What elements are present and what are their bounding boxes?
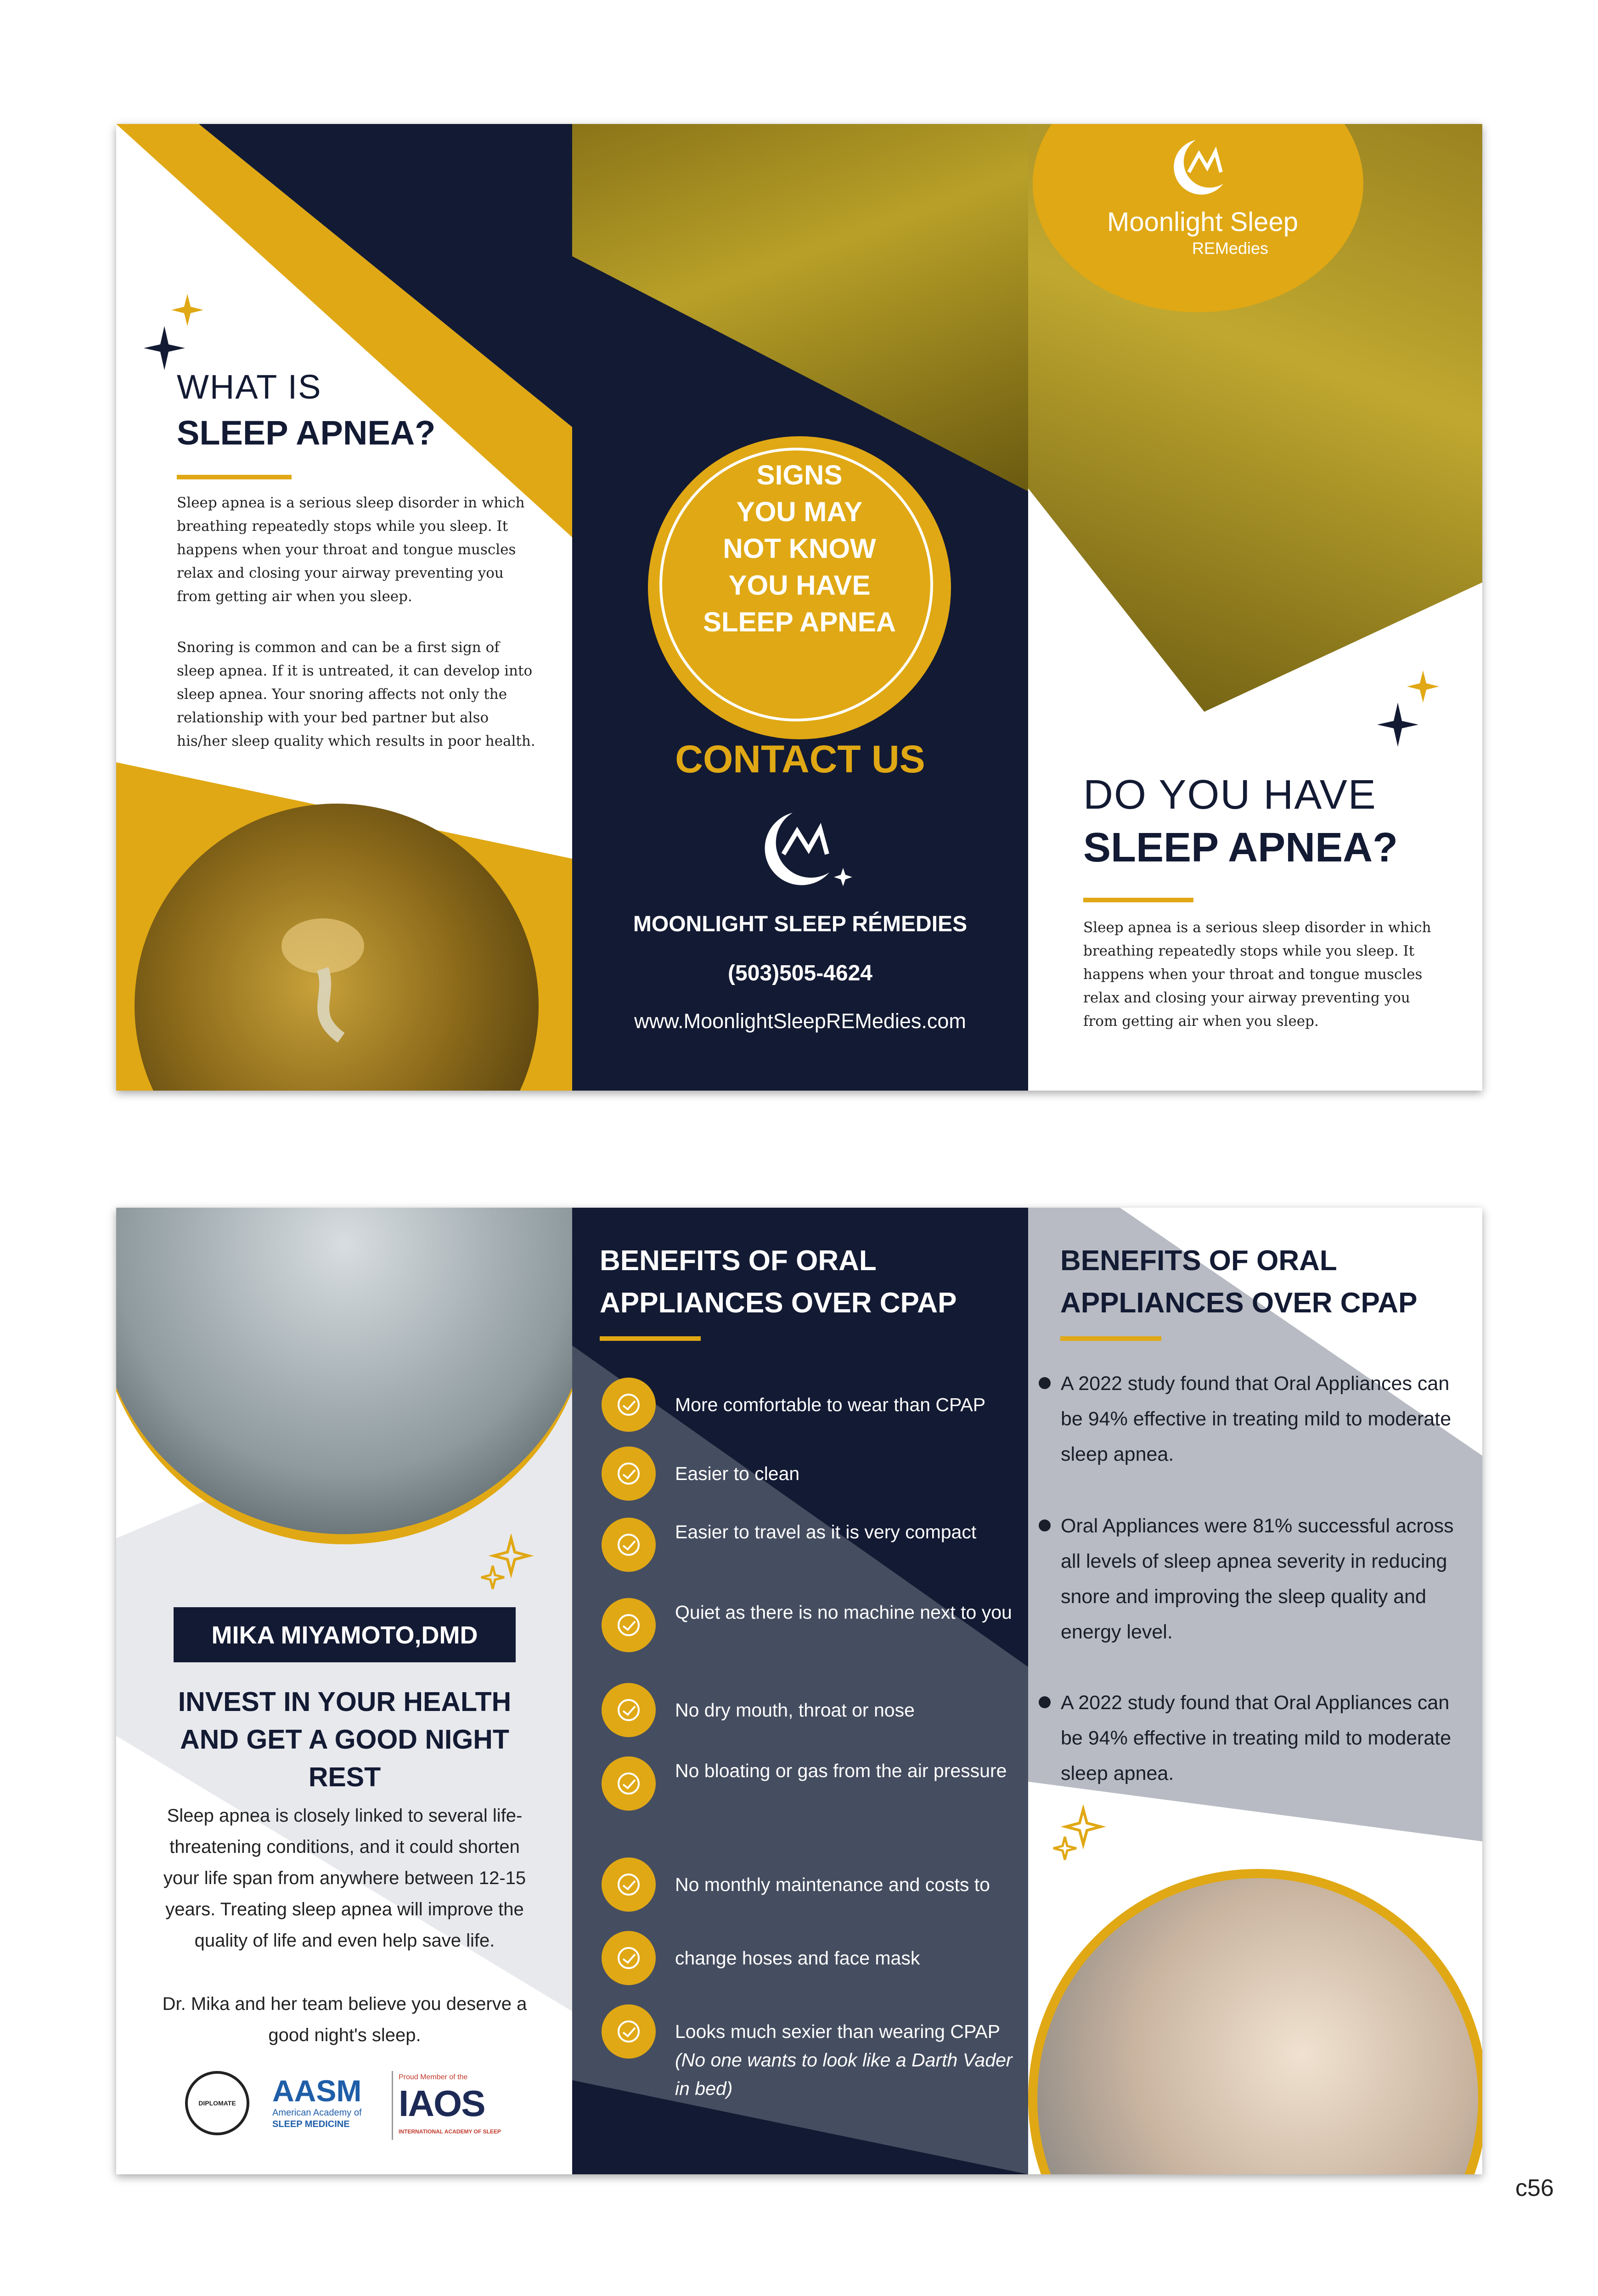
benefit-text: Easier to clean xyxy=(675,1463,800,1484)
benefit-text: No monthly maintenance and costs to xyxy=(675,1874,990,1895)
bullet-icon xyxy=(1039,1519,1051,1531)
study-text: A 2022 study found that Oral Appliances can be 94% effective in treating mild to moderate sleep apnea. xyxy=(1061,1373,1452,1465)
page-code: c56 xyxy=(1515,2175,1554,2201)
study-text: A 2022 study found that Oral Appliances can be 94% effective in treating mild to moderate sleep apnea. xyxy=(1061,1692,1452,1784)
benefit-text: No bloating or gas from the air pressure xyxy=(675,1760,1007,1781)
sparkle-icon xyxy=(1051,1805,1111,1869)
sleep-apnea-heading-right: SLEEP APNEA? xyxy=(1083,825,1398,871)
camera-icon xyxy=(602,2004,656,2059)
iaos-top-text: Proud Member of the xyxy=(399,2073,468,2081)
travel-icon xyxy=(602,1518,656,1572)
front-right-panel xyxy=(1028,124,1482,1091)
bullet-icon xyxy=(1039,1377,1051,1389)
do-you-have-paragraph: Sleep apnea is a serious sleep disorder in which breathing repeatedly stops while you sleep. It happens when your throat and tongue muscles relax and closing your airway preventing you from getting air when you sleep. xyxy=(1083,919,1431,1030)
benefit-note: (No one wants to look like a Darth Vader in bed) xyxy=(675,2049,1013,2099)
website-link[interactable]: www.MoonlightSleepREMedies.com xyxy=(634,1009,966,1033)
aasm-tagline-1: American Academy of xyxy=(272,2108,362,2118)
what-is-heading: WHAT IS xyxy=(177,368,322,406)
circle-line-3: NOT KNOW xyxy=(723,533,876,564)
contact-heading: CONTACT US xyxy=(675,737,925,781)
circle-line-1: SIGNS xyxy=(756,460,843,490)
diplomate-badge xyxy=(185,2071,249,2135)
benefit-text: More comfortable to wear than CPAP xyxy=(675,1394,986,1415)
invest-heading: INVEST IN YOUR HEALTH AND GET A GOOD NIGHT REST xyxy=(178,1687,512,1792)
sparkle-icon xyxy=(144,294,208,377)
study-item xyxy=(1061,1685,1456,1791)
benefit-text: Easier to travel as it is very compact xyxy=(675,1521,977,1542)
study-item xyxy=(1061,1366,1456,1472)
doctor-name: MIKA MIYAMOTO,DMD xyxy=(211,1621,478,1649)
mouth-icon xyxy=(602,1683,656,1737)
sparkle-icon xyxy=(479,1534,539,1598)
back-left-panel xyxy=(116,1208,572,2174)
benefit-text: change hoses and face mask xyxy=(675,1947,920,1969)
invest-paragraph-2: Dr. Mika and her team believe you deserve a good night's sleep. xyxy=(162,1994,527,2045)
benefit-text: Quiet as there is no machine next to you xyxy=(675,1602,1012,1623)
logo-divider xyxy=(392,2071,393,2140)
benefit-text: No dry mouth, throat or nose xyxy=(675,1699,915,1721)
circle-line-5: SLEEP APNEA xyxy=(703,607,896,637)
what-is-paragraph-2: Snoring is common and can be a first sign of sleep apnea. If it is untreated, it can develop into sleep apnea. Your snoring affects not only the relationship with your bed partner but also his/her sleep quality which results in poor health. xyxy=(177,639,535,749)
circle-line-2: YOU MAY xyxy=(736,496,863,527)
moon-logo-icon xyxy=(1166,133,1244,202)
heading-underline xyxy=(600,1336,701,1341)
pressure-icon xyxy=(602,1756,656,1811)
moon-logo-icon xyxy=(751,804,861,895)
phone-number: (503)505-4624 xyxy=(728,961,872,985)
logo-text-line2: REMedies xyxy=(1192,239,1269,258)
diplomate-text: DIPLOMATE xyxy=(198,2099,236,2107)
do-you-have-heading: DO YOU HAVE xyxy=(1083,772,1377,818)
heading-underline xyxy=(1060,1336,1161,1341)
signs-circle-text xyxy=(648,457,951,641)
study-text: Oral Appliances were 81% successful across all levels of sleep apnea severity in reducing snore and improving the sleep quality and energy level. xyxy=(1061,1515,1454,1643)
benefit-text: Looks much sexier than wearing CPAP xyxy=(675,2021,1000,2042)
calendar-icon xyxy=(602,1857,656,1912)
study-item xyxy=(1061,1508,1456,1650)
studies-heading-line2: APPLIANCES OVER CPAP xyxy=(1060,1287,1418,1319)
circle-line-4: YOU HAVE xyxy=(728,570,871,601)
cpap-mask-icon xyxy=(268,905,387,1042)
quiet-icon xyxy=(602,1598,656,1652)
heading-underline xyxy=(177,475,292,479)
invest-paragraph-1: Sleep apnea is closely linked to several life-threatening conditions, and it could shorten your life span from anywhere between 12-15 years. Treating sleep apnea will improve the quality of life and even help save life. xyxy=(163,1806,526,1951)
what-is-paragraph-1: Sleep apnea is a serious sleep disorder in which breathing repeatedly stops while you sleep. It happens when your throat and tongue muscles relax and closing your airway preventing you from getting air when you sleep. xyxy=(177,495,525,605)
front-middle-panel xyxy=(572,124,1028,1091)
brochure-front xyxy=(116,124,1482,1091)
comfort-icon xyxy=(602,1378,656,1432)
benefits-heading-line1: BENEFITS OF ORAL xyxy=(600,1245,877,1277)
iaos-bottom-text: INTERNATIONAL ACADEMY OF SLEEP xyxy=(399,2128,501,2135)
bullet-icon xyxy=(1039,1696,1051,1708)
mask-icon xyxy=(602,1931,656,1985)
aasm-logo: AASM xyxy=(272,2074,362,2108)
studies-heading-line1: BENEFITS OF ORAL xyxy=(1060,1245,1337,1277)
company-name: MOONLIGHT SLEEP RÉMEDIES xyxy=(633,912,968,936)
sleep-apnea-heading: SLEEP APNEA? xyxy=(177,414,436,452)
benefits-heading-line2: APPLIANCES OVER CPAP xyxy=(600,1287,957,1319)
sparkle-icon xyxy=(1373,670,1441,748)
iaos-logo: IAOS xyxy=(399,2083,485,2124)
front-left-panel xyxy=(116,124,572,1091)
aasm-tagline-2: SLEEP MEDICINE xyxy=(272,2119,350,2129)
logo-text-line1: Moonlight Sleep xyxy=(1107,207,1298,237)
heading-underline xyxy=(1083,898,1193,902)
cleaning-icon xyxy=(602,1446,656,1501)
